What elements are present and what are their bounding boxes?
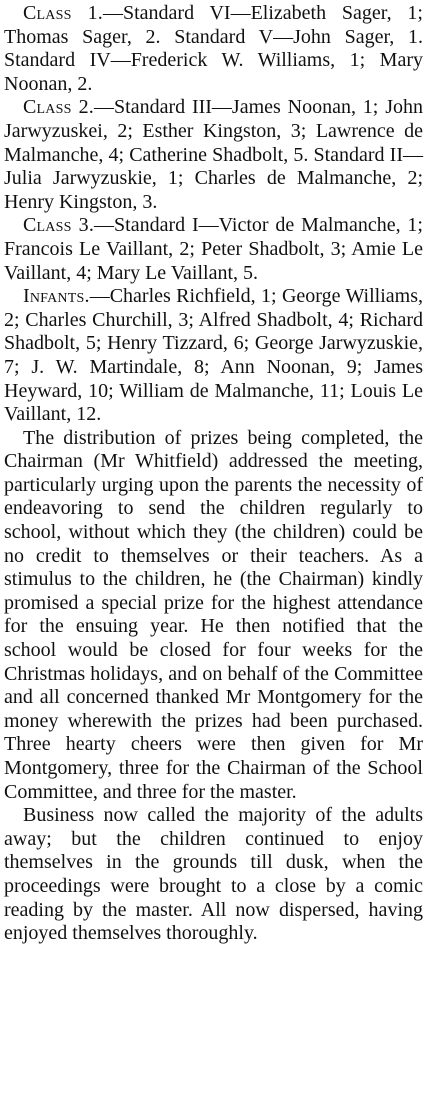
paragraph-class-2 bbox=[4, 96, 423, 214]
paragraph-closing bbox=[4, 804, 423, 946]
class-2-text: —Standard III—James Noonan, 1; John Jarwyzuskei, 2; Esther Kingston, 3; Lawrence de Malmanche, 4; Catherine Shadbolt, 5. Standard II—Julia Jarwyzuskie, 1; Charles de Malmanche, 2; Henry Kingston, 3. bbox=[4, 96, 423, 213]
prize-distribution-text: The distribution of prizes being completed, the Chairman (Mr Whitfield) addressed the meeting, particularly urging upon the parents the necessity of endeavoring to send the children regularly to school, without which they (the children) could be no credit to themselves or their teachers. As a stimulus to the children, he (the Chairman) kindly promised a special prize for the highest attendance for the ensuing year. He then notified that the school would be closed for four weeks for the Christmas holidays, and on behalf of the Committee and all concerned thanked Mr Montgomery for the money wherewith the prizes had been purchased. Three hearty cheers were then given for Mr Montgomery, three for the Chairman of the School Committee, and three for the master. bbox=[4, 426, 423, 803]
paragraph-prize-distribution bbox=[4, 427, 423, 805]
article-column bbox=[4, 2, 423, 946]
infants-text: —Charles Richfield, 1; George Williams, 2; Charles Churchill, 3; Alfred Shadbolt, 4; Richard Shadbolt, 5; Henry Tizzard, 6; George Jarwyzuskie, 7; J. W. Martindale, 8; Ann Noonan, 9; James Heyward, 10; William de Malmanche, 11; Louis Le Vaillant, 12. bbox=[4, 285, 423, 426]
infants-heading: Infants. bbox=[23, 285, 90, 308]
class-2-heading: Class 2. bbox=[23, 96, 95, 119]
class-3-heading: Class 3. bbox=[23, 214, 95, 237]
class-1-heading: Class 1. bbox=[23, 2, 103, 24]
paragraph-class-3 bbox=[4, 214, 423, 285]
class-3-text: —Standard I—Victor de Malmanche, 1; Francois Le Vaillant, 2; Peter Shadbolt, 3; Amie Le Vaillant, 4; Mary Le Vaillant, 5. bbox=[4, 214, 423, 284]
class-1-text: —Standard VI—Elizabeth Sager, 1; Thomas Sager, 2. Standard V—John Sager, 1. Standard IV—Frederick W. Williams, 1; Mary Noonan, 2. bbox=[4, 2, 423, 95]
closing-text: Business now called the majority of the adults away; but the children continued to enjoy themselves in the grounds till dusk, when the proceedings were brought to a close by a comic reading by the master. All now dispersed, having enjoyed themselves thoroughly. bbox=[4, 804, 423, 945]
paragraph-class-1 bbox=[4, 2, 423, 96]
paragraph-infants bbox=[4, 285, 423, 427]
